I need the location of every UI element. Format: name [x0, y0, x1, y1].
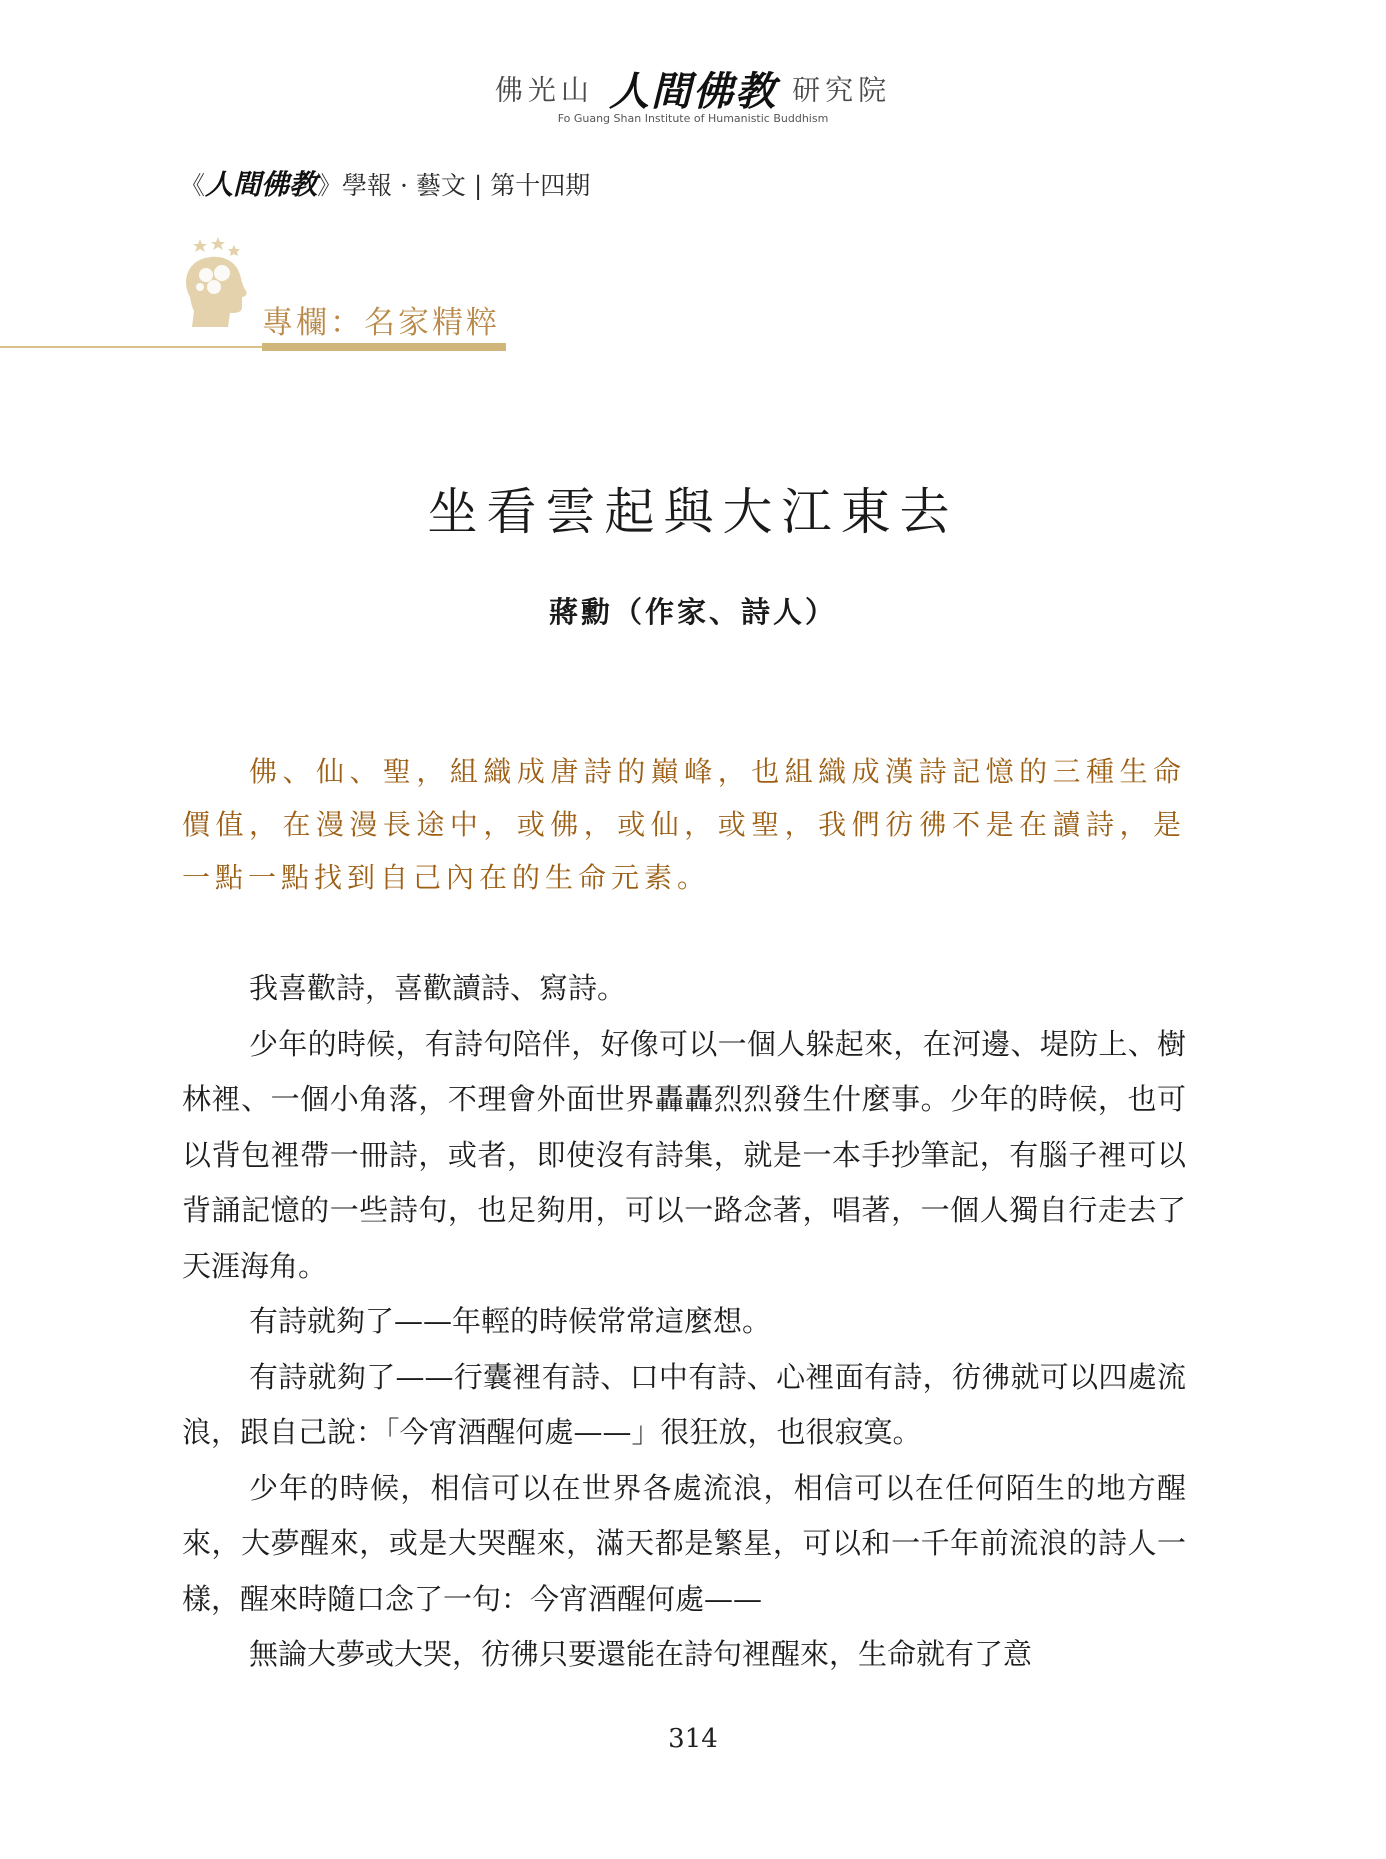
page-number: 314 — [668, 1724, 718, 1754]
body-paragraph: 少年的時候，相信可以在世界各處流浪，相信可以在任何陌生的地方醒來，大夢醒來，或是大哭醒來，滿天都是繁星，可以和一千年前流浪的詩人一樣，醒來時隨口念了一句：今宵酒醒何處—— — [182, 1470, 1186, 1616]
journal-running-head — [180, 163, 590, 203]
body-paragraph: 少年的時候，有詩句陪伴，好像可以一個人躲起來，在河邊、堤防上、樹林裡、一個小角落，不理會外面世界轟轟烈烈發生什麼事。少年的時候，也可以背包裡帶一冊詩，或者，即使沒有詩集，就是一本手抄筆記，有腦子裡可以背誦記憶的一些詩句，也足夠用，可以一路念著，唱著，一個人獨自行走去了天涯海角。 — [182, 1026, 1186, 1283]
column-title: 專欄：名家精粹 — [262, 305, 500, 341]
institute-name-right: 研究院 — [792, 73, 892, 107]
journal-bracket-open: 《 — [180, 171, 206, 200]
institute-logo: 人間佛教 — [609, 68, 777, 115]
body-paragraph: 無論大夢或大哭，彷彿只要還能在詩句裡醒來，生命就有了意 — [249, 1637, 1033, 1671]
journal-issue: 第十四期 — [490, 171, 591, 200]
article-body — [182, 961, 1186, 1683]
body-paragraph: 我喜歡詩，喜歡讀詩、寫詩。 — [249, 971, 627, 1005]
journal-section: 學報 · 藝文 — [342, 171, 466, 200]
institute-header — [0, 60, 1386, 117]
column-title-underline — [262, 343, 506, 351]
body-paragraph: 有詩就夠了——行囊裡有詩、口中有詩、心裡面有詩，彷彿就可以四處流浪，跟自己說：「今宵酒醒何處——」很狂放，也很寂寞。 — [182, 1359, 1186, 1449]
institute-name-left: 佛光山 — [494, 73, 594, 107]
body-paragraph: 有詩就夠了——年輕的時候常常這麼想。 — [249, 1304, 772, 1338]
institute-english-name: Fo Guang Shan Institute of Humanistic Buddhism — [557, 112, 829, 125]
abstract-text: 佛、仙、聖，組織成唐詩的巔峰，也組織成漢詩記憶的三種生命價值，在漫漫長途中，或佛，或仙，或聖，我們彷彿不是在讀詩，是一點一點找到自己內在的生命元素。 — [182, 755, 1186, 894]
head-silhouette-with-stars-icon — [178, 235, 260, 335]
journal-divider: | — [473, 171, 483, 200]
article-abstract — [182, 745, 1186, 904]
article-title: 坐看雲起與大江東去 — [427, 483, 959, 541]
article-author: 蔣勳（作家、詩人） — [548, 595, 837, 629]
journal-bracket-close: 》 — [317, 171, 343, 200]
journal-logo: 人間佛教 — [205, 168, 318, 201]
